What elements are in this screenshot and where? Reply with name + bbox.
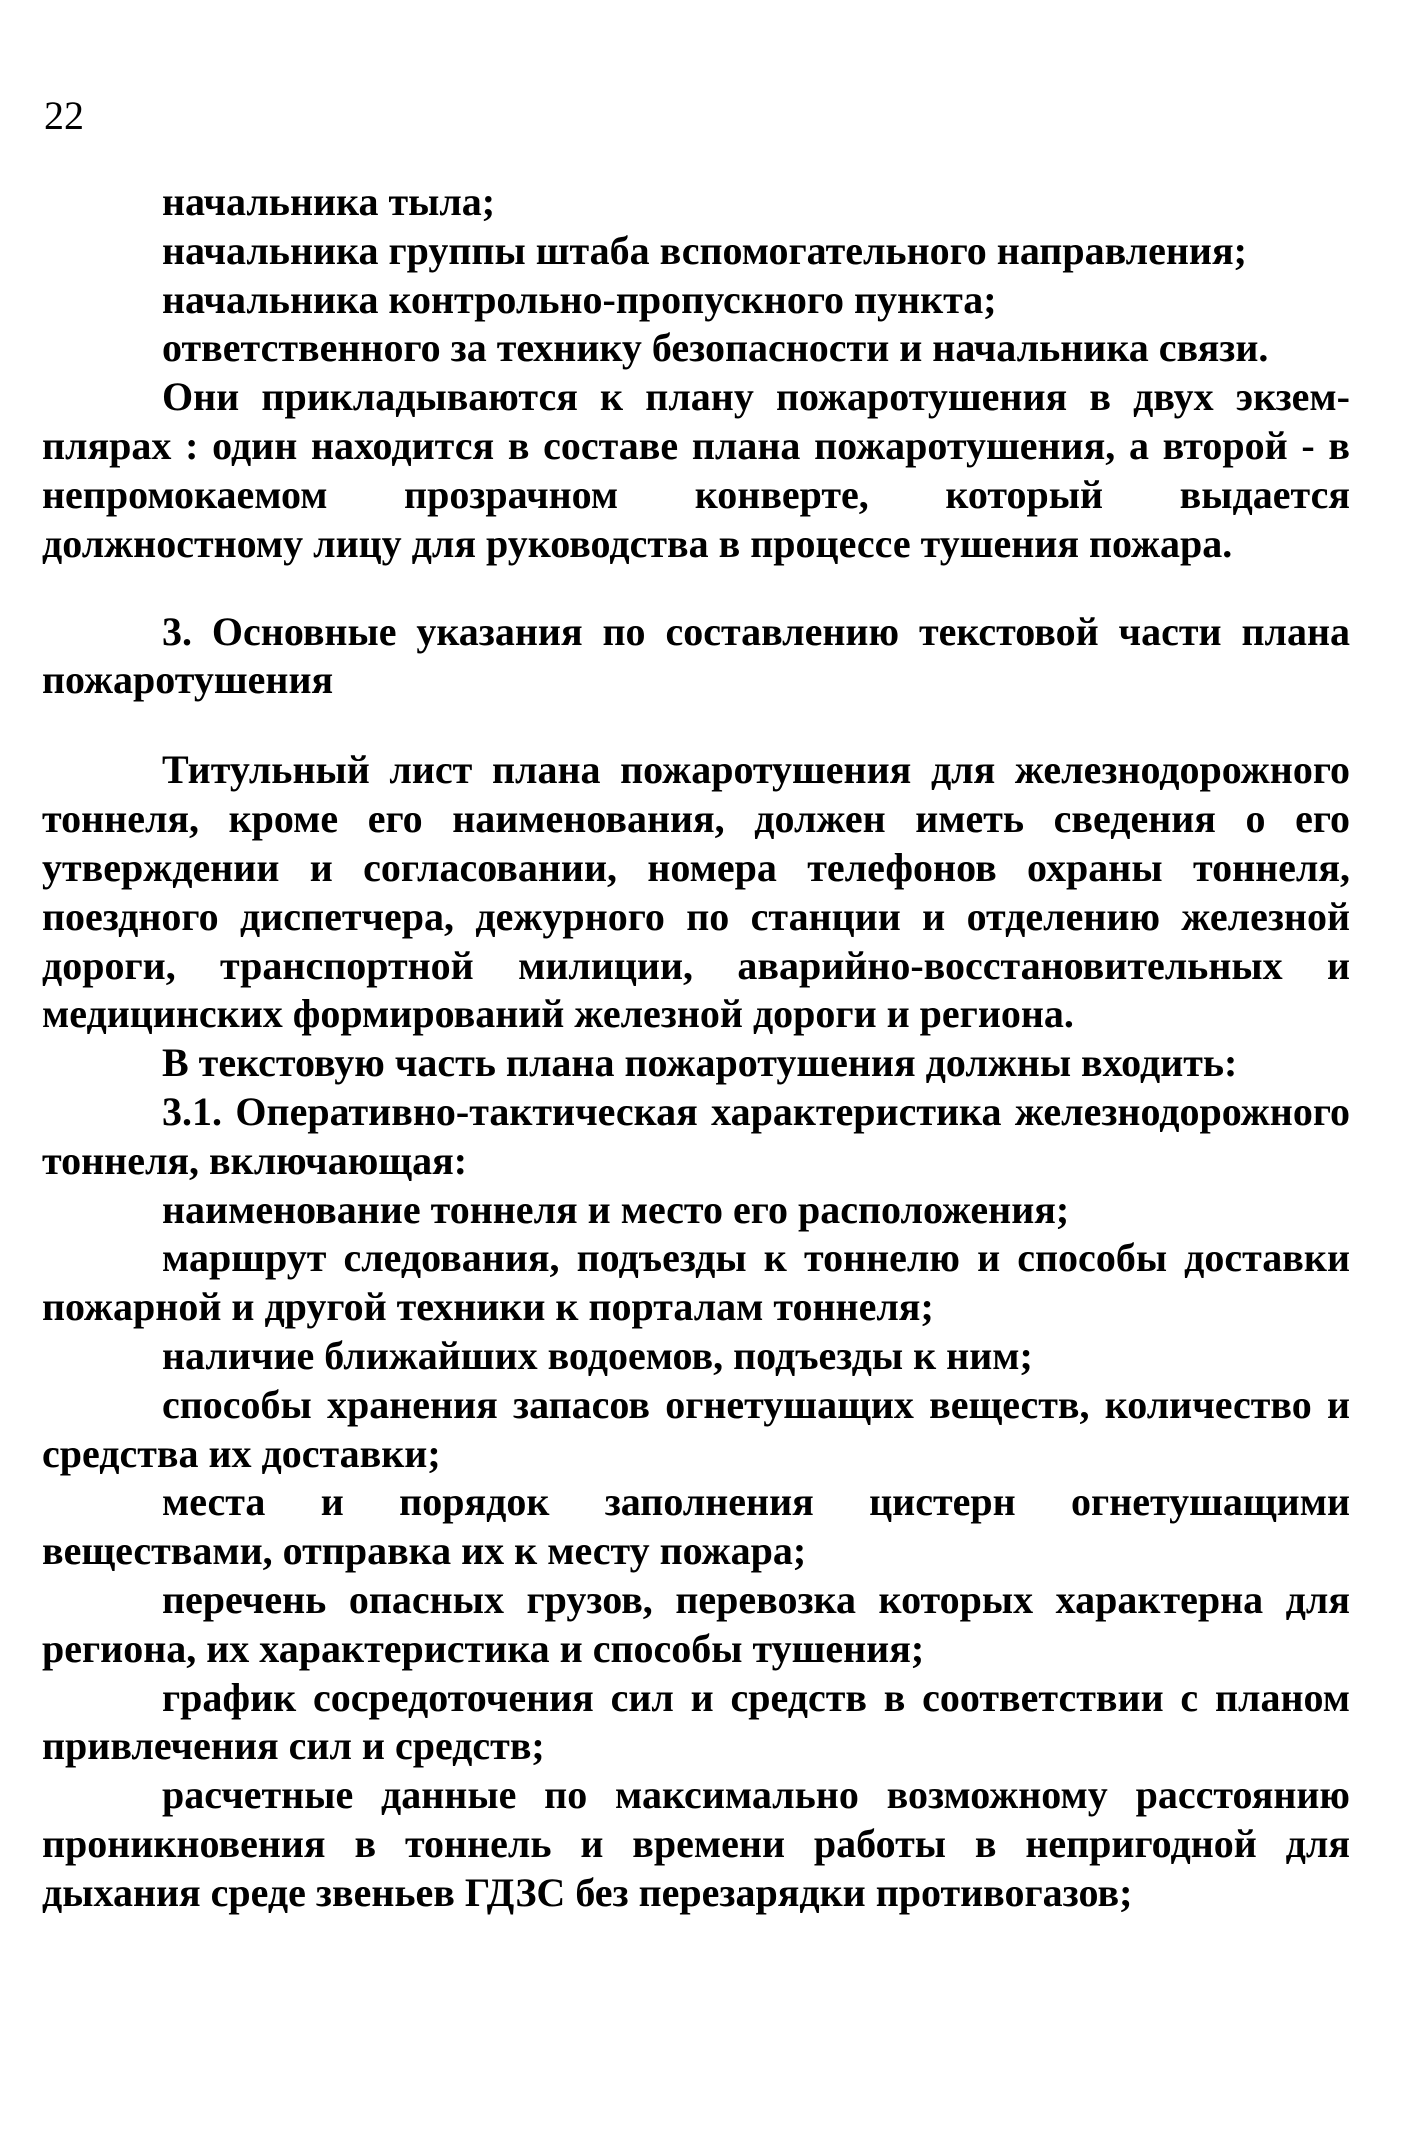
list-item: маршрут следования, подъезды к тоннелю и способы доставки пожарной и другой техники к порталам тоннеля;	[42, 1235, 1350, 1330]
list-item: перечень опасных грузов, перевозка которых характерна для региона, их характеристика и способы тушения;	[42, 1576, 1350, 1671]
list-item: расчетные данные по максимально возможному расстоянию проникновения в тоннель и времени работы в непригодной для дыхания среде звеньев ГДЗС без перезарядки противогазов;	[42, 1772, 1350, 1915]
paragraph: Они прикладываются к плану пожаротушения в двух экзем-плярах : один находится в составе плана пожаротушения, а второй - в непромокаемом прозрачном конверте, который выдается должностному лицу для руководства в процессе тушения пожара.	[42, 374, 1350, 566]
list-item: наименование тоннеля и место его расположения;	[162, 1186, 1070, 1232]
list-item: способы хранения запасов огнетушащих веществ, количество и средства их доставки;	[42, 1381, 1350, 1476]
paragraph: В текстовую часть плана пожаротушения должны входить:	[162, 1040, 1238, 1086]
paragraph: Титульный лист плана пожаротушения для железнодорожного тоннеля, кроме его наименования, должен иметь сведения о его утверждении и согласовании, номера телефонов охраны тоннеля, поездного диспетчера, дежурного по станции и отделению железной дороги, транспортной милиции, аварийно-восстановительных и медицинских формирований железной дороги и региона.	[42, 747, 1350, 1037]
list-item: места и порядок заполнения цистерн огнетушащими веществами, отправка их к месту пожара;	[42, 1479, 1350, 1574]
subsection-title: 3.1. Оперативно-тактическая характеристика железнодорожного тоннеля, включающая:	[42, 1088, 1350, 1183]
list-item: начальника тыла;	[162, 179, 496, 224]
page-number: 22	[44, 93, 84, 138]
list-item: начальника контрольно-пропускного пункта;	[162, 276, 997, 322]
page-body	[42, 178, 1350, 1918]
list-item: наличие ближайших водоемов, подъезды к ним;	[162, 1332, 1033, 1378]
list-item: график сосредоточения сил и средств в соответствии с планом привлечения сил и средств;	[42, 1674, 1350, 1769]
section-heading: 3. Основные указания по составлению текстовой части плана пожаротушения	[42, 609, 1350, 703]
list-item: ответственного за технику безопасности и начальника связи.	[162, 325, 1269, 371]
list-item: начальника группы штаба вспомогательного направления;	[162, 227, 1247, 273]
